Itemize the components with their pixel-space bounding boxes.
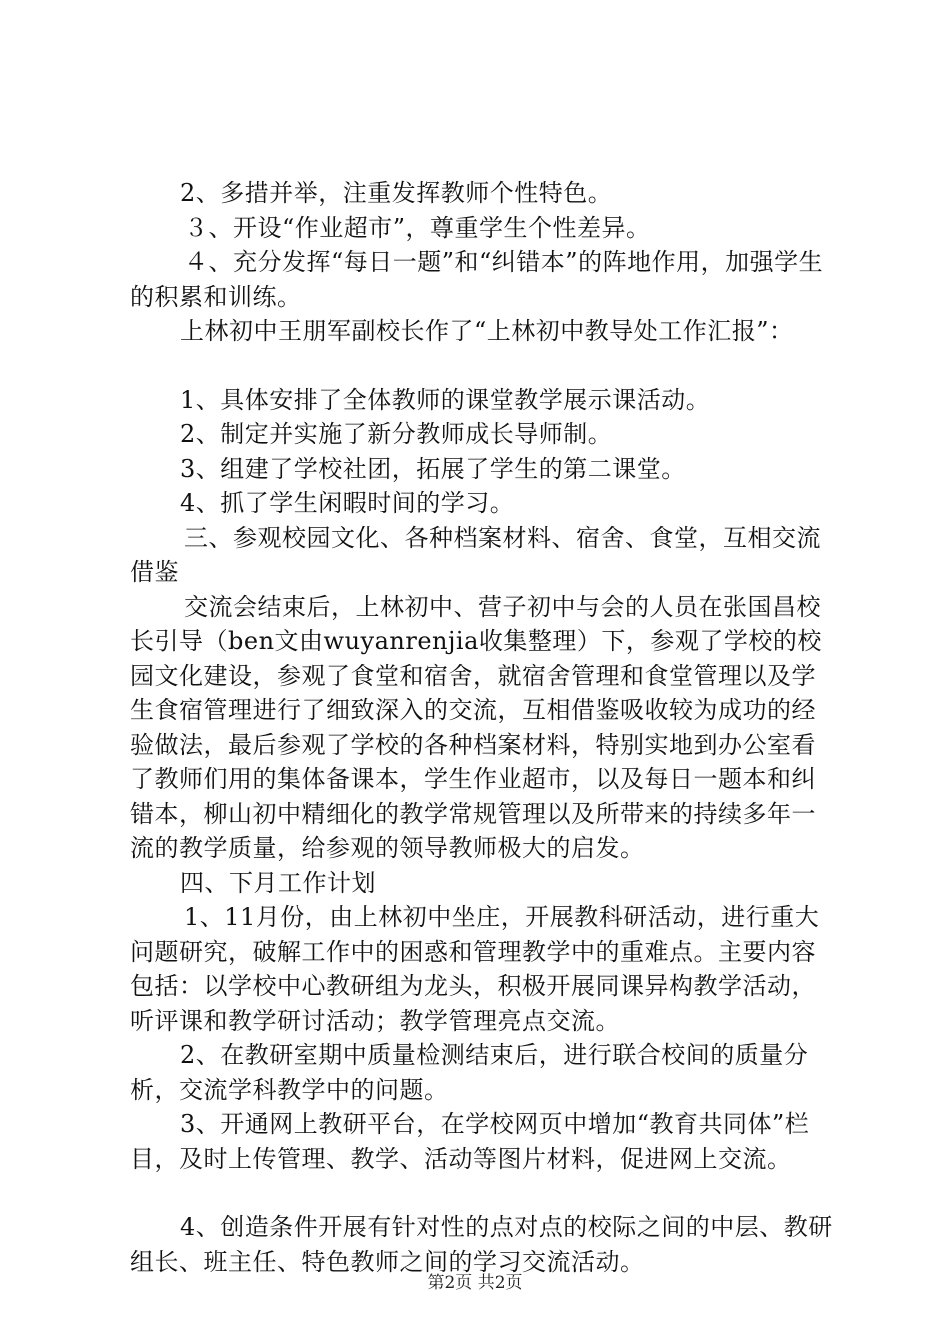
page-footer: 第2页 共2页 (427, 1273, 523, 1293)
paragraph: 4、抓了学生闲暇时间的学习。 (180, 489, 515, 517)
paragraph: 2、制定并实施了新分教师成长导师制。 (180, 420, 613, 448)
paragraph: ３、开设“作业超市”，尊重学生个性差异。 (184, 213, 651, 242)
section-heading: 三、参观校园文化、各种档案材料、宿舍、食堂，互相交流借鉴 (130, 523, 821, 586)
paragraph: 上林初中王朋军副校长作了“上林初中教导处工作汇报”： (180, 317, 794, 345)
blank-line (130, 349, 835, 383)
section-heading: 四、下月工作计划 (180, 868, 376, 897)
document-body (130, 176, 835, 1279)
paragraph: 2、多措并举，注重发挥教师个性特色。 (180, 179, 613, 207)
paragraph: ４、充分发挥“每日一题”和“纠错本”的阵地作用，加强学生的积累和训练。 (130, 248, 824, 311)
blank-line (130, 1176, 835, 1210)
paragraph: 3、开通网上教研平台，在学校网页中增加“教育共同体”栏目，及时上传管理、教学、活动等图片材料，促进网上交流。 (130, 1110, 810, 1173)
paragraph: 交流会结束后，上林初中、营子初中与会的人员在张国昌校长引导（ben文由wuyanrenjia收集整理）下，参观了学校的校园文化建设，参观了食堂和宿舍，就宿舍管理和食堂管理以及学生食宿管理进行了细致深入的交流，互相借鉴吸收较为成功的经验做法，最后参观了学校的各种档案材料，特别实地到办公室看了教师们用的集体备课本，学生作业超市，以及每日一题本和纠错本，柳山初中精细化的教学常规管理以及所带来的持续多年一流的教学质量，给参观的领导教师极大的启发。 (130, 592, 822, 862)
paragraph: 1、具体安排了全体教师的课堂教学展示课活动。 (180, 385, 711, 414)
paragraph: 4、创造条件开展有针对性的点对点的校际之间的中层、教研组长、班主任、特色教师之间的学习交流活动。 (130, 1213, 833, 1276)
paragraph: 2、在教研室期中质量检测结束后，进行联合校间的质量分析，交流学科教学中的问题。 (130, 1041, 809, 1104)
paragraph: 1、11月份，由上林初中坐庄，开展教科研活动，进行重大问题研究，破解工作中的困惑和管理教学中的重难点。主要内容包括：以学校中心教研组为龙头，积极开展同课异构教学活动，听评课和教学研讨活动；教学管理亮点交流。 (130, 903, 820, 1035)
paragraph: 3、组建了学校社团，拓展了学生的第二课堂。 (180, 454, 686, 483)
